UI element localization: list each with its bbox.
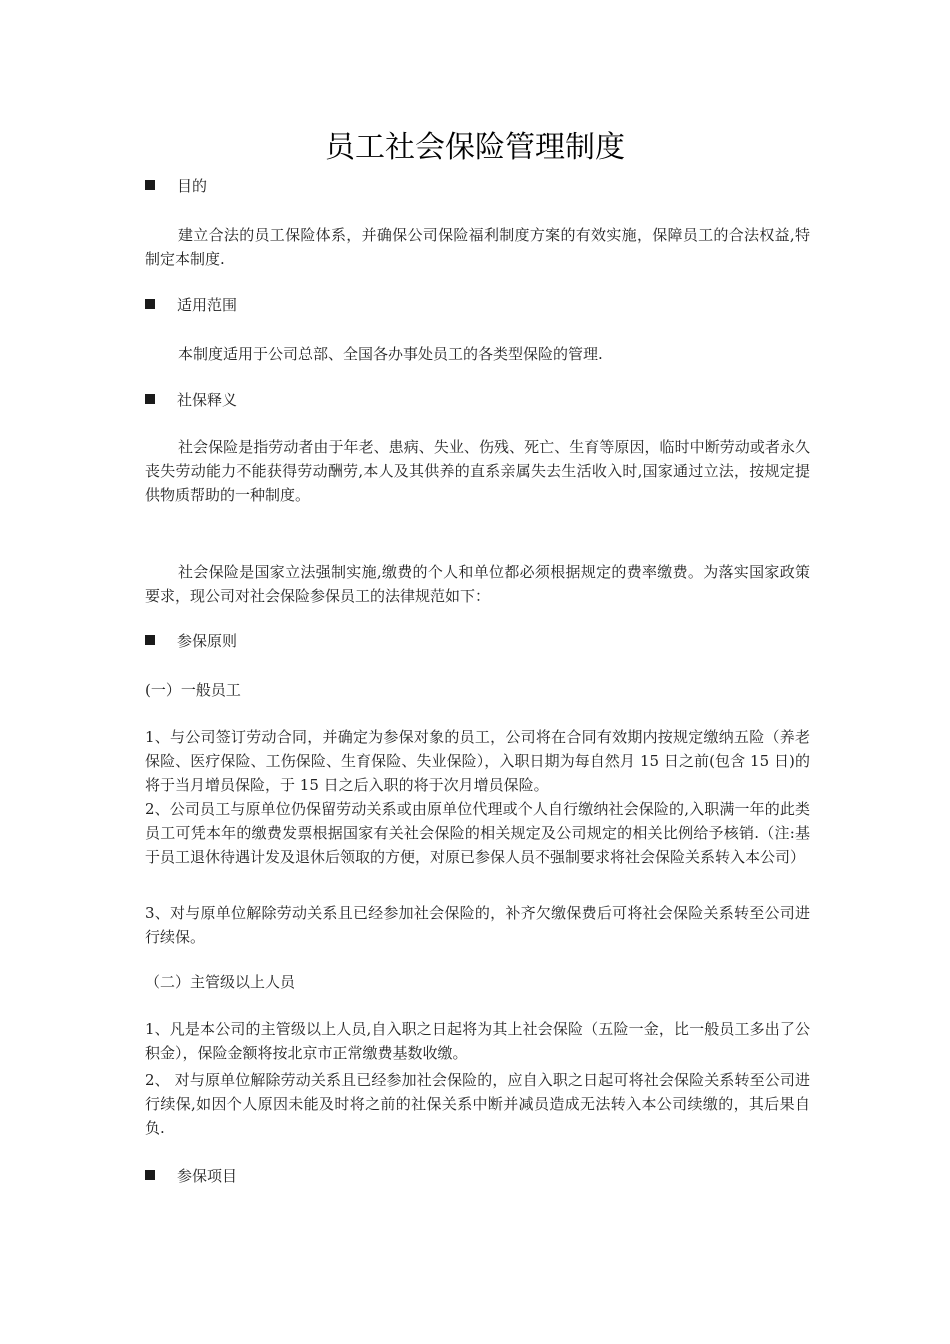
purpose-paragraph: 建立合法的员工保险体系，并确保公司保险福利制度方案的有效实施，保障员工的合法权益,特制定本制度. xyxy=(145,226,810,268)
square-bullet-icon xyxy=(145,1170,155,1180)
square-bullet-icon xyxy=(145,180,155,190)
general-item-2: 2、公司员工与原单位仍保留劳动关系或由原单位代理或个人自行缴纳社会保险的,入职满一年的此类员工可凭本年的缴费发票根据国家有关社会保险的相关规定及公司规定的相关比例给予核销.（注:基于员工退休待遇计发及退休后领取的方便，对原已参保人员不强制要求将社会保险关系转入本公司） xyxy=(145,800,810,866)
section-heading-text: 适用范围 xyxy=(177,296,238,314)
section-heading-definition xyxy=(145,388,237,412)
section-heading-text: 社保释义 xyxy=(177,391,238,409)
scope-paragraph: 本制度适用于公司总部、全国各办事处员工的各类型保险的管理. xyxy=(178,345,603,363)
general-item-3: 3、对与原单位解除劳动关系且已经参加社会保险的，补齐欠缴保费后可将社会保险关系转至公司进行续保。 xyxy=(145,904,810,946)
square-bullet-icon xyxy=(145,394,155,404)
section-heading-text: 参保项目 xyxy=(177,1167,238,1185)
definition-paragraph-2: 社会保险是国家立法强制实施,缴费的个人和单位都必须根据规定的费率缴费。为落实国家政策要求，现公司对社会保险参保员工的法律规范如下： xyxy=(145,563,810,605)
section-heading-text: 参保原则 xyxy=(177,632,238,650)
section-heading-scope xyxy=(145,293,237,317)
subheading-supervisors: （二）主管级以上人员 xyxy=(145,973,296,991)
subheading-general-staff: (一）一般员工 xyxy=(145,681,241,699)
square-bullet-icon xyxy=(145,299,155,309)
section-heading-principles xyxy=(145,629,237,653)
definition-paragraph-1: 社会保险是指劳动者由于年老、患病、失业、伤残、死亡、生育等原因，临时中断劳动或者永久丧失劳动能力不能获得劳动酬劳,本人及其供养的直系亲属失去生活收入时,国家通过立法，按规定提供物质帮助的一种制度。 xyxy=(145,438,810,504)
square-bullet-icon xyxy=(145,635,155,645)
section-heading-purpose xyxy=(145,174,207,198)
general-item-1: 1、与公司签订劳动合同，并确定为参保对象的员工，公司将在合同有效期内按规定缴纳五险（养老保险、医疗保险、工伤保险、生育保险、失业保险），入职日期为每自然月 15 日之前(包含 15 日)的将于当月增员保险，于 15 日之后入职的将于次月增员保险。 xyxy=(145,728,810,794)
supervisor-item-2: 2、 对与原单位解除劳动关系且已经参加社会保险的，应自入职之日起可将社会保险关系转至公司进行续保,如因个人原因未能及时将之前的社保关系中断并减员造成无法转入本公司续缴的，其后果自负. xyxy=(145,1071,810,1137)
section-heading-items xyxy=(145,1164,237,1188)
document-title: 员工社会保险管理制度 xyxy=(325,130,625,165)
supervisor-item-1: 1、凡是本公司的主管级以上人员,自入职之日起将为其上社会保险（五险一金，比一般员工多出了公积金），保险金额将按北京市正常缴费基数收缴。 xyxy=(145,1020,810,1062)
section-heading-text: 目的 xyxy=(177,177,208,195)
